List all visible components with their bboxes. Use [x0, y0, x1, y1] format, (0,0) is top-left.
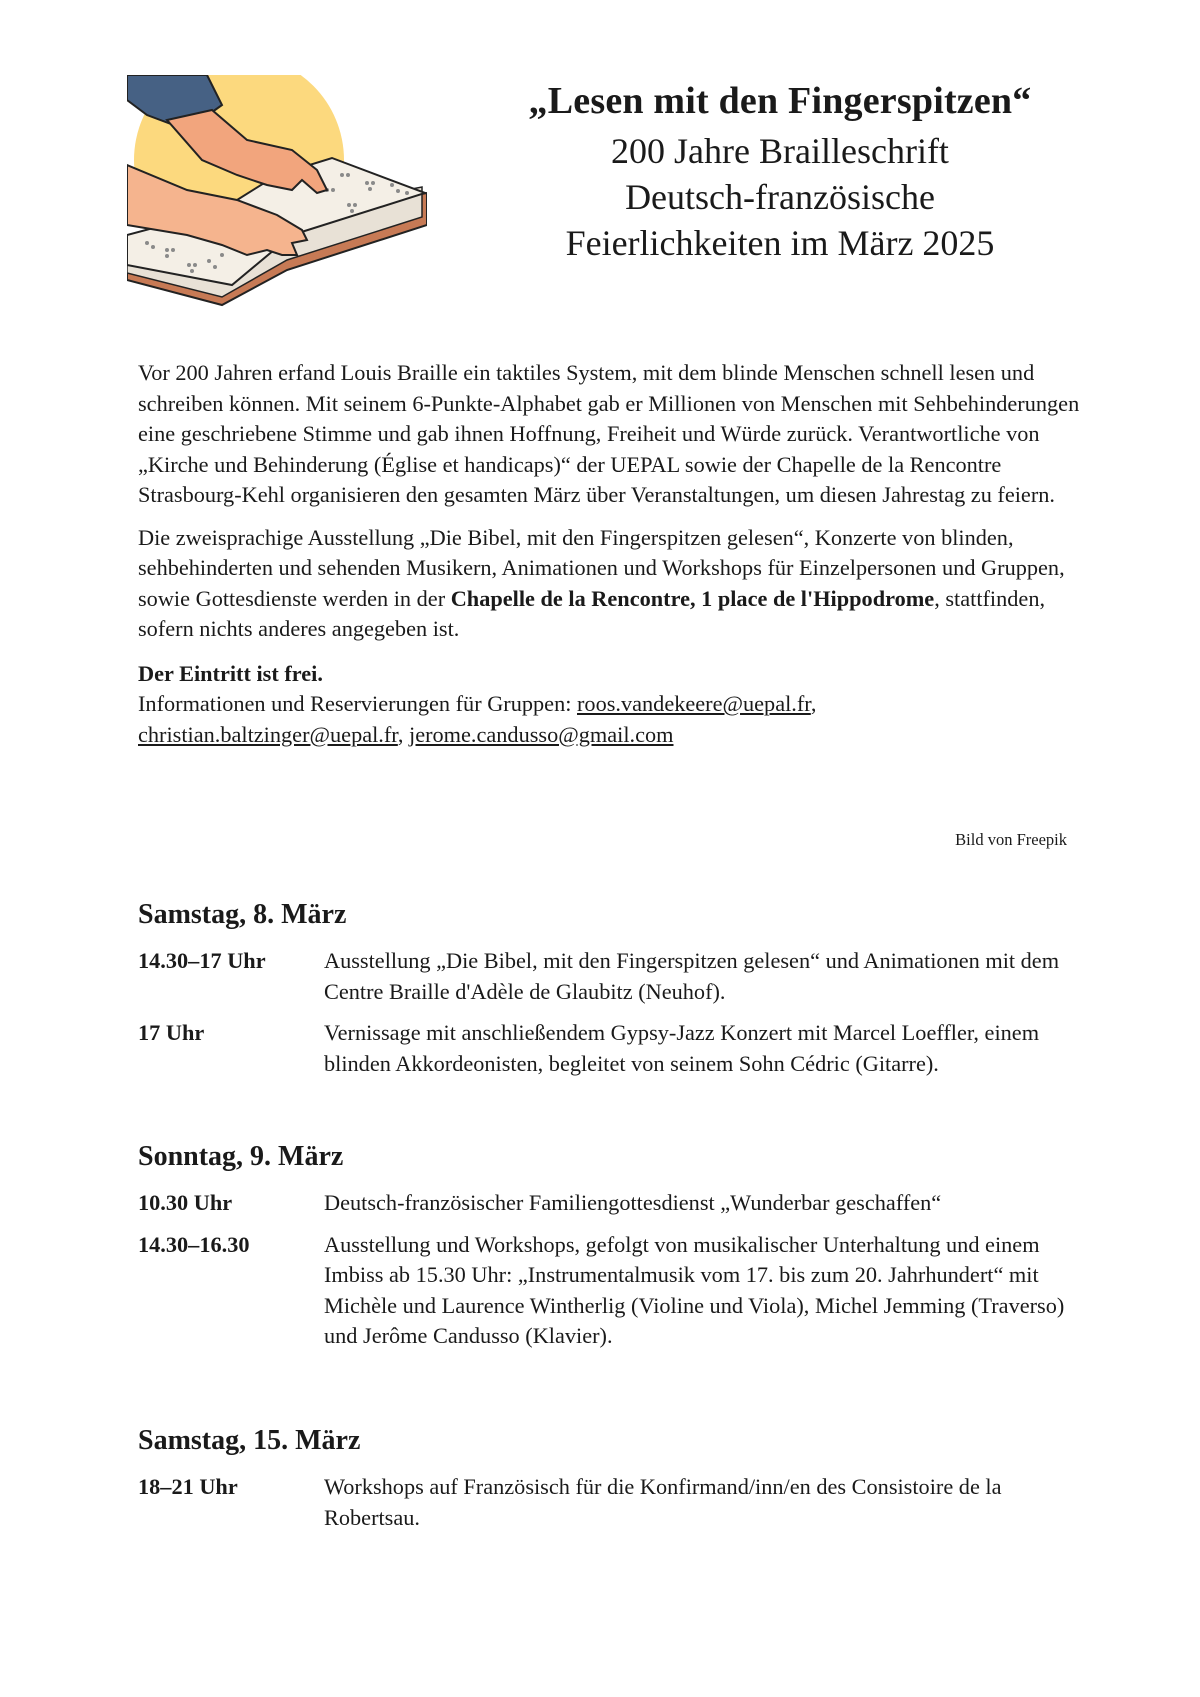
- subtitle-line-1: 200 Jahre Brailleschrift: [611, 131, 949, 171]
- event-row: [138, 1188, 1088, 1219]
- event-row: [138, 946, 1088, 1007]
- subtitle-line-3: Feierlichkeiten im März 2025: [565, 223, 995, 263]
- event-description: Vernissage mit anschließendem Gypsy-Jazz Konzert mit Marcel Loeffler, einem blinden Akkordeonisten, begleitet von seinem Sohn Cédric (Gitarre).: [324, 1020, 1040, 1076]
- info-label: Informationen und Reservierungen für Gruppen:: [138, 691, 577, 716]
- subtitle-line-2: Deutsch-französische: [625, 177, 935, 217]
- day-heading: Samstag, 8. März: [138, 899, 347, 930]
- event-row: [138, 1230, 1088, 1352]
- schedule-day: [138, 1424, 1088, 1544]
- event-description: Workshops auf Französisch für die Konfirmand/inn/en des Consistoire de la Robertsau.: [324, 1474, 1002, 1530]
- email-link-jerome[interactable]: jerome.candusso@gmail.com: [409, 721, 674, 747]
- event-row: [138, 1018, 1088, 1079]
- separator: ,: [810, 691, 817, 716]
- contact-paragraph: [138, 659, 1088, 751]
- header: [470, 78, 1090, 266]
- intro-paragraph: Vor 200 Jahren erfand Louis Braille ein taktiles System, mit dem blinde Menschen schnell lesen und schreiben können. Mit seinem 6-Punkte-Alphabet gab er Millionen von Menschen mit Sehbehinderungen eine geschriebene Stimme und gab ihnen Hoffnung, Freiheit und Würde zurück. Verantwortliche von „Kirche und Behinderung (Église et handicaps)“ der UEPAL sowie der Chapelle de la Rencontre Strasbourg-Kehl organisieren den gesamten März über Veranstaltungen, um diesen Jahrestag zu feiern.: [138, 360, 1080, 507]
- event-time: 17 Uhr: [138, 1020, 205, 1045]
- event-time: 10.30 Uhr: [138, 1190, 233, 1215]
- event-description: Deutsch-französischer Familiengottesdienst „Wunderbar geschaffen“: [324, 1190, 942, 1215]
- event-description: Ausstellung „Die Bibel, mit den Fingerspitzen gelesen“ und Animationen mit dem Centre Braille d'Adèle de Glaubitz (Neuhof).: [324, 948, 1060, 1004]
- exhibition-text-start: Die zweisprachige Ausstellung „Die Bibel, mit den Fingerspitzen gelesen“, Konzerte von blinden, sehbehinderten und sehenden Musikern, Animationen und Workshops für Einzelpersonen und Gruppen, sowie Gottesdienste werden in der: [138, 524, 1065, 611]
- schedule-day: [138, 898, 1088, 1090]
- event-time: 14.30–16.30: [138, 1231, 250, 1257]
- image-credit: Bild von Freepik: [955, 830, 1067, 849]
- exhibition-text-end: , stattfinden, sofern nichts anderes angegeben ist.: [138, 585, 1046, 641]
- event-time: 14.30–17 Uhr: [138, 948, 266, 973]
- day-heading: Sonntag, 9. März: [138, 1141, 344, 1172]
- event-row: [138, 1472, 1088, 1533]
- exhibition-paragraph: [138, 523, 1088, 645]
- day-heading: Samstag, 15. März: [138, 1425, 361, 1456]
- event-description: Ausstellung und Workshops, gefolgt von musikalischer Unterhaltung und einem Imbiss ab 15.30 Uhr: „Instrumentalmusik vom 17. bis zum 20. Jahrhundert“ mit Michèle und Laurence Wintherlig (Violine und Viola), Michel Jemming (Traverso) und Jerôme Candusso (Klavier).: [324, 1231, 1065, 1348]
- location-text: Chapelle de la Rencontre, 1 place de l'Hippodrome: [450, 585, 935, 611]
- email-link-roos[interactable]: roos.vandekeere@uepal.fr: [577, 691, 811, 716]
- separator: ,: [397, 721, 409, 747]
- intro-section: [138, 358, 1088, 762]
- schedule-day: [138, 1140, 1088, 1363]
- event-time: 18–21 Uhr: [138, 1474, 238, 1499]
- free-entry-text: Der Eintritt ist frei.: [138, 660, 323, 686]
- flyer-title: „Lesen mit den Fingerspitzen“: [528, 80, 1032, 122]
- email-link-christian[interactable]: christian.baltzinger@uepal.fr: [138, 721, 398, 747]
- hands-reading-braille-book-icon: [127, 75, 427, 311]
